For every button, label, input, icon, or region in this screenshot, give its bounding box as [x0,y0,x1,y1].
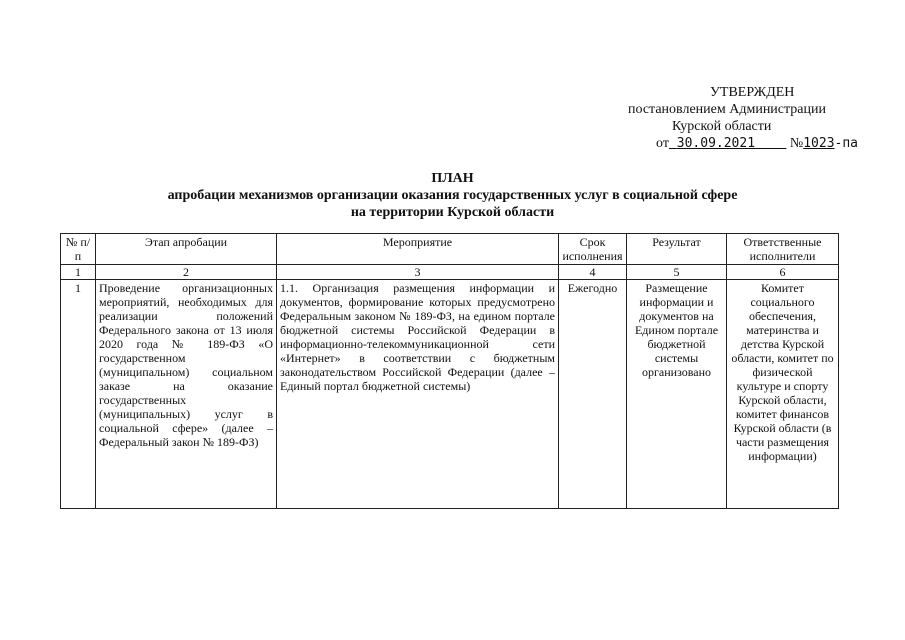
col-number: 6 [727,265,839,280]
col-number: 3 [277,265,559,280]
table-row [61,280,839,509]
document-title: ПЛАН [431,171,474,186]
number-prefix: № [789,136,804,151]
approval-number: 1023 [803,136,835,151]
table-header-row [61,234,839,265]
row-stage: Проведение организационных мероприятий, необходимых для реализации положений Федерального закона от 13 июля 2020 года № 189-ФЗ «О государственном (муниципальном) социальном заказе на оказание государственных (муниципальных) услуг в социальной сфере» (далее – Федеральный закон № 189-ФЗ) [96,280,277,509]
document-subtitle-1: апробации механизмов организации оказания государственных услуг в социальной сфере [167,188,738,203]
approval-decree: постановлением Администрации [628,102,826,117]
header-num: № п/п [61,234,96,265]
approval-heading: УТВЕРЖДЕН [710,85,795,100]
approval-region: Курской области [672,119,772,134]
col-number: 2 [96,265,277,280]
column-number-row [61,265,839,280]
header-stage: Этап апробации [96,234,277,265]
approval-date-line [560,135,880,152]
approval-block [560,84,880,152]
header-responsible: Ответственные исполнители [727,234,839,265]
row-event: 1.1. Организация размещения информации и документов, формирование которых предусмотрено Федеральным законом № 189-ФЗ, на едином портале бюджетной системы Российской Федерации в информационно-телекоммуникационной сети «Интернет» в соответствии с бюджетным законодательством Российской Федерации (далее – Единый портал бюджетной системы) [277,280,559,509]
col-number: 5 [627,265,727,280]
date-prefix: от [656,136,669,151]
col-number: 1 [61,265,96,280]
row-term: Ежегодно [559,280,627,509]
row-result: Размещение информации и документов на Едином портале бюджетной системы организовано [627,280,727,509]
row-responsible: Комитет социального обеспечения, материнства и детства Курской области, комитет по физической культуре и спорту Курской области, комитет финансов Курской области (в части размещения информации) [727,280,839,509]
row-num: 1 [61,280,96,509]
document-subtitle-2: на территории Курской области [350,205,555,220]
approval-number-suffix: -па [834,136,859,151]
approval-date: 30.09.2021 [676,136,756,151]
plan-table [60,233,839,509]
header-event: Мероприятие [277,234,559,265]
header-term: Срок исполнения [559,234,627,265]
header-result: Результат [627,234,727,265]
col-number: 4 [559,265,627,280]
